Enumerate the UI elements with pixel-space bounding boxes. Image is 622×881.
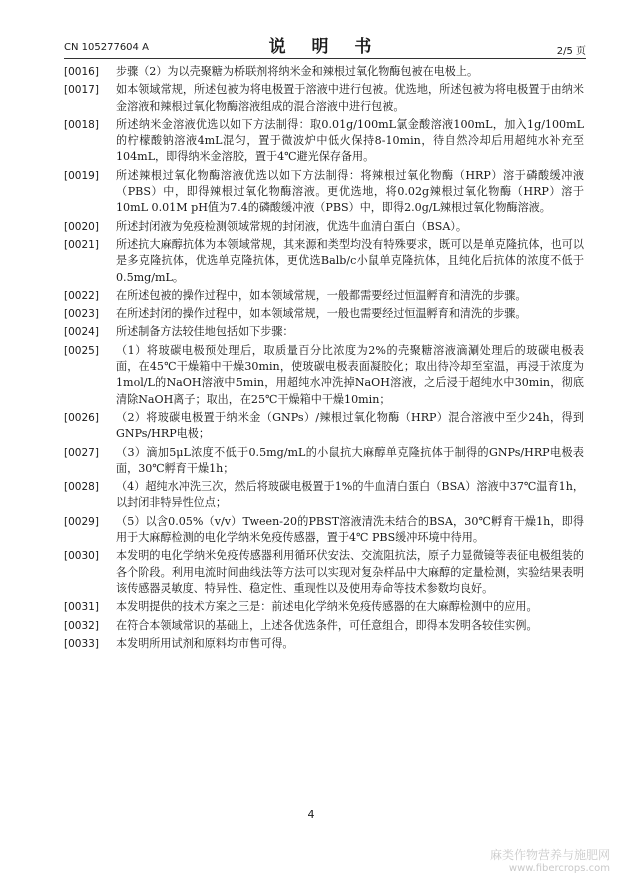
paragraph-number: [0023] — [64, 308, 99, 321]
paragraph-number: [0033] — [64, 637, 99, 650]
paragraph-text: 所述纳米金溶液优选以如下方法制得：取0.01g/100mL氯金酸溶液100mL，加入1g/100mL的柠檬酸钠溶液4mL混匀，置于微波炉中低火保持8-10min，待自然冷却后用超纯水补充至104mL，即得纳米金溶胶，置于4℃避光保存备用。 — [116, 117, 584, 164]
paragraph-number: [0032] — [64, 619, 99, 632]
paragraph-0018 — [64, 117, 584, 166]
paragraph-number: [0024] — [64, 326, 99, 339]
paragraph-text: 在符合本领域常识的基础上，上述各优选条件，可任意组合，即得本发明各较佳实例。 — [116, 618, 538, 632]
paragraph-0023 — [64, 306, 584, 322]
paragraph-0017 — [64, 82, 584, 115]
paragraph-0029 — [64, 514, 584, 547]
header-divider — [64, 58, 586, 59]
paragraph-text: 本发明所用试剂和原料均市售可得。 — [116, 636, 294, 650]
paragraph-number: [0017] — [64, 84, 99, 97]
paragraph-number: [0028] — [64, 481, 99, 494]
paragraph-text: （1）将玻碳电极预处理后，取质量百分比浓度为2%的壳聚糖溶液滴涮处理后的玻碳电极表面，在45℃干燥箱中干燥30min，使玻碳电极表面凝胶化；取出待冷却至室温，再浸于浓度为1mol/L的NaOH溶液中5min，用超纯水冲洗掉NaOH溶液，之后浸于超纯水中30min，彻底清除NaOH离子；取出，在25℃干燥箱中干燥10min； — [116, 343, 584, 406]
paragraph-0024 — [64, 324, 584, 340]
paragraph-0022 — [64, 288, 584, 304]
paragraph-number: [0029] — [64, 515, 99, 528]
paragraph-0021 — [64, 237, 584, 286]
paragraph-text: 所述辣根过氧化物酶溶液优选以如下方法制得：将辣根过氧化物酶（HRP）溶于磷酸缓冲液（PBS）中，即得辣根过氧化物酶溶液。更优选地，将0.02g辣根过氧化物酶（HRP）溶于10mL 0.01M pH值为7.4的磷酸缓冲液（PBS）中，即得2.0g/L辣根过氧化物酶溶液。 — [116, 168, 584, 215]
paragraph-0031 — [64, 599, 584, 615]
paragraph-0026 — [64, 410, 584, 443]
paragraph-0028 — [64, 479, 584, 512]
paragraph-0025 — [64, 343, 584, 408]
patent-number: CN 105277604 A — [64, 42, 149, 53]
paragraph-text: （4）超纯水冲洗三次，然后将玻碳电极置于1%的牛血清白蛋白（BSA）溶液中37℃温育1h，以封闭非特异性位点； — [116, 480, 584, 510]
paragraph-text: 步骤（2）为以壳聚糖为桥联剂将纳米金和辣根过氧化物酶包被在电极上。 — [116, 65, 479, 78]
paragraph-0032 — [64, 618, 584, 634]
paragraph-number: [0019] — [64, 169, 99, 182]
paragraph-text: （3）滴加5μL浓度不低于0.5mg/mL的小鼠抗大麻醇单克隆抗体于制得的GNPs/HRP电极表面，30℃孵育干燥1h； — [116, 445, 584, 475]
paragraph-number: [0021] — [64, 238, 99, 251]
document-body — [64, 64, 584, 654]
paragraph-text: 本发明提供的技术方案之三是：前述电化学纳米免疫传感器的在大麻醇检测中的应用。 — [116, 600, 538, 614]
paragraph-0033 — [64, 636, 584, 652]
watermark-url: www.fibercrops.com — [508, 863, 610, 874]
paragraph-number: [0030] — [64, 550, 99, 563]
paragraph-text: 如本领域常规，所述包被为将电极置于溶液中进行包被。优选地，所述包被为将电极置于由纳米金溶液和辣根过氧化物酶溶液组成的混合溶液中进行包被。 — [116, 83, 584, 113]
paragraph-0016 — [64, 64, 584, 80]
page-number: 4 — [307, 808, 315, 821]
paragraph-number: [0018] — [64, 118, 99, 131]
document-title: 说 明 书 — [268, 37, 382, 57]
paragraph-number: [0031] — [64, 601, 99, 614]
paragraph-number: [0016] — [64, 66, 99, 78]
paragraph-0027 — [64, 445, 584, 478]
page-header — [64, 30, 586, 58]
watermark-site-name: 麻类作物营养与施肥网 — [489, 848, 610, 862]
paragraph-number: [0025] — [64, 344, 99, 357]
paragraph-text: 在所述包被的操作过程中，如本领域常规，一般都需要经过恒温孵育和清洗的步骤。 — [116, 288, 527, 302]
paragraph-text: 所述抗大麻醇抗体为本领域常规，其来源和类型均没有特殊要求，既可以是单克隆抗体，也可以是多克隆抗体，优选单克隆抗体，更优选Balb/c小鼠单克隆抗体，且纯化后抗体的浓度不低于0.5mg/mL。 — [116, 237, 584, 284]
paragraph-text: （2）将玻碳电极置于纳米金（GNPs）/辣根过氧化物酶（HRP）混合溶液中至少24h，得到GNPs/HRP电极； — [116, 410, 584, 441]
paragraph-text: 在所述封闭的操作过程中，如本领域常规，一般也需要经过恒温孵育和清洗的步骤。 — [116, 307, 527, 321]
paragraph-0020 — [64, 219, 584, 235]
paragraph-text: 所述制备方法较佳地包括如下步骤： — [116, 325, 294, 339]
paragraph-number: [0027] — [64, 446, 99, 459]
paragraph-text: 本发明的电化学纳米免疫传感器利用循环伏安法、交流阻抗法，原子力显微镜等表征电极组装的各个阶段。利用电流时间曲线法等方法可以实现对复杂样品中大麻醇的定量检测，实验结果表明该传感器灵敏度、特异性、稳定性、重现性以及使用寿命等技术参数均良好。 — [116, 549, 584, 595]
paragraph-number: [0026] — [64, 411, 99, 424]
paragraph-text: （5）以含0.05%（v/v）Tween-20的PBST溶液清洗未结合的BSA，30℃孵育干燥1h，即得用于大麻醇检测的电化学纳米免疫传感器，置于4℃ PBS缓冲环境中待用。 — [116, 514, 584, 545]
paragraph-0019 — [64, 168, 584, 217]
paragraph-number: [0020] — [64, 220, 99, 233]
paragraph-text: 所述封闭液为免疫检测领域常规的封闭液，优选牛血清白蛋白（BSA）。 — [116, 219, 468, 233]
paragraph-0030 — [64, 548, 584, 597]
site-watermark — [490, 848, 610, 876]
paragraph-number: [0022] — [64, 289, 99, 302]
page-info: 2/5 页 — [556, 46, 586, 57]
